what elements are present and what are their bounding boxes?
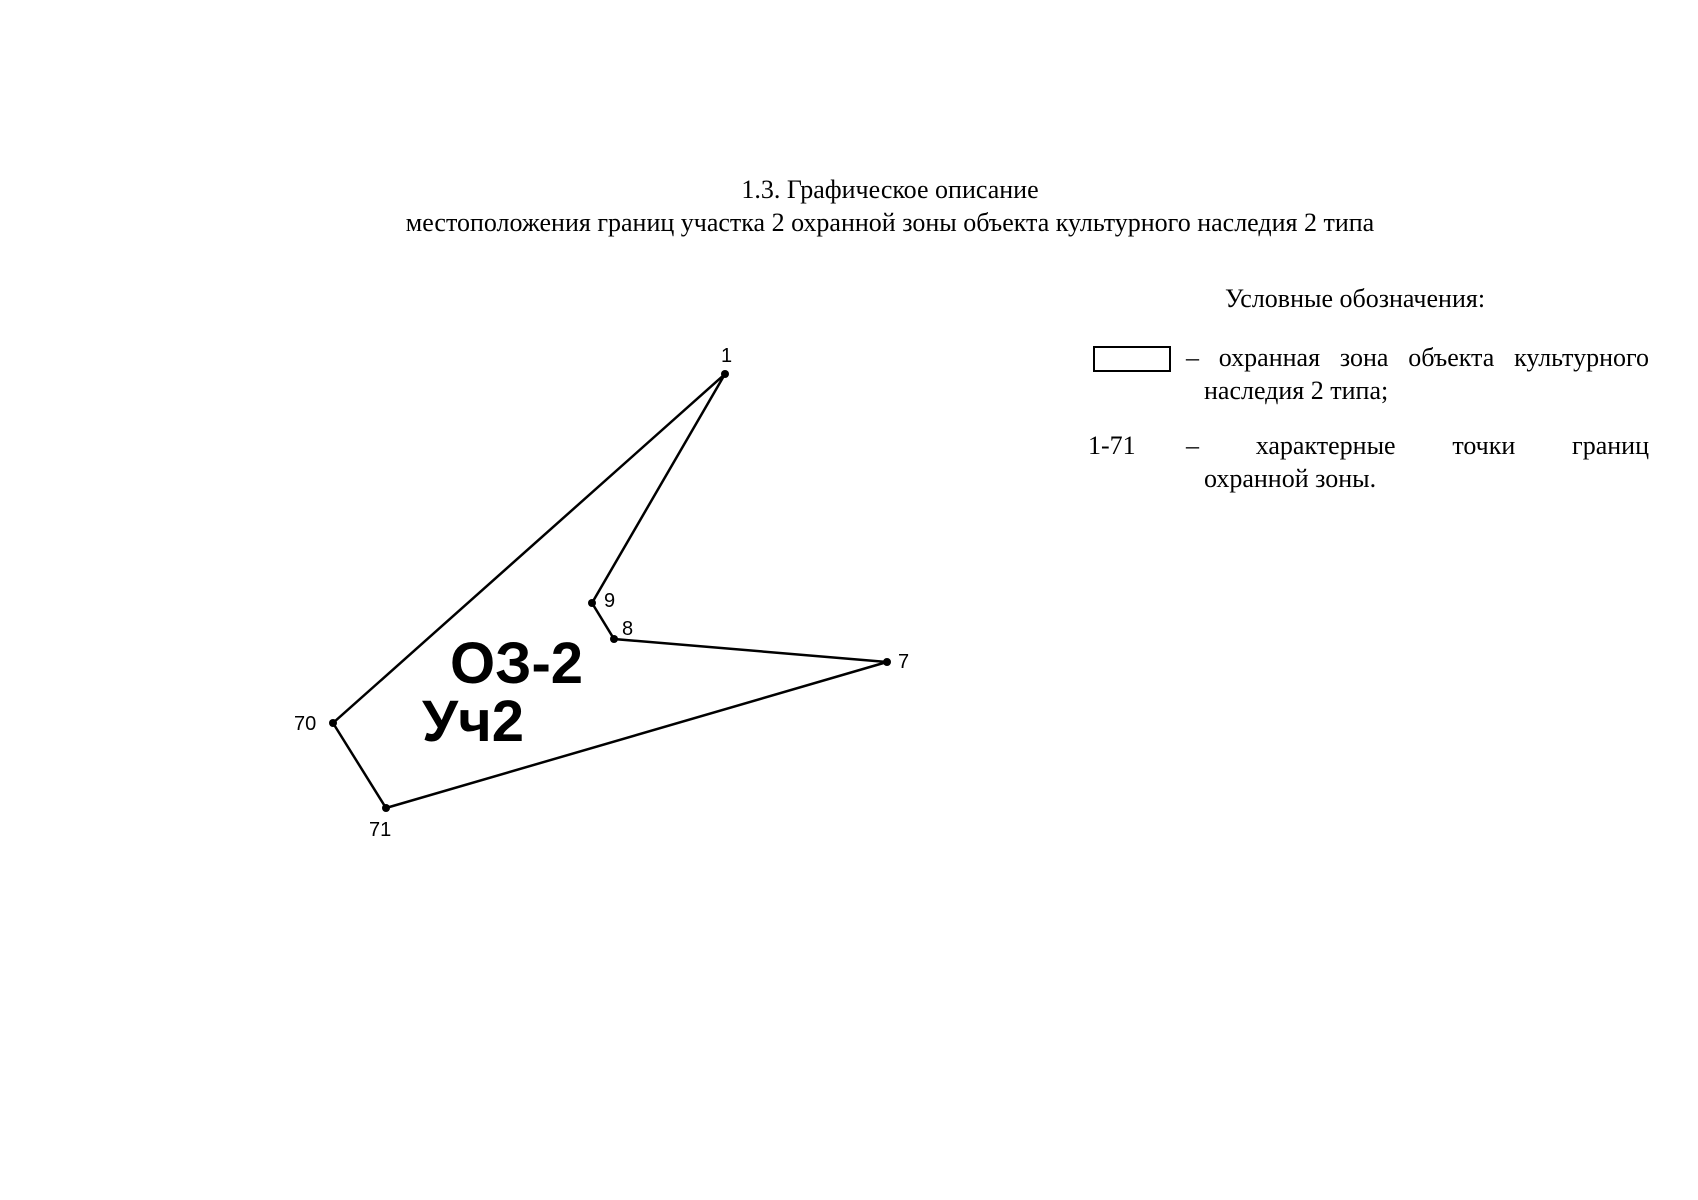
point-label-7: 7: [898, 651, 910, 673]
boundary-point-70: [329, 719, 337, 727]
point-label-8: 8: [622, 618, 634, 640]
section-label: Уч2: [422, 689, 525, 754]
legend-zone-description: – охранная зона объекта культурного: [1186, 343, 1649, 372]
point-label-1: 1: [721, 345, 733, 367]
page-title: 1.3. Графическое описание: [741, 175, 1039, 204]
boundary-point-9: [588, 599, 596, 607]
boundary-point-8: [610, 635, 618, 643]
boundary-point-7: [883, 658, 891, 666]
page-subtitle: местоположения границ участка 2 охранной зоны объекта культурного наследия 2 типа: [405, 208, 1375, 237]
boundary-point-71: [382, 804, 390, 812]
point-label-70: 70: [294, 713, 317, 735]
legend-heading: Условные обозначения:: [1225, 284, 1486, 313]
legend-points-description: – характерные точки границ: [1186, 431, 1649, 460]
legend-zone-description-cont: наследия 2 типа;: [1204, 376, 1389, 405]
zone-label: ОЗ-2: [450, 631, 584, 696]
legend-points-key: 1-71: [1088, 431, 1136, 460]
boundary-point-1: [721, 370, 729, 378]
point-label-9: 9: [604, 590, 616, 612]
legend-points-description-cont: охранной зоны.: [1204, 464, 1377, 493]
point-label-71: 71: [369, 819, 392, 841]
